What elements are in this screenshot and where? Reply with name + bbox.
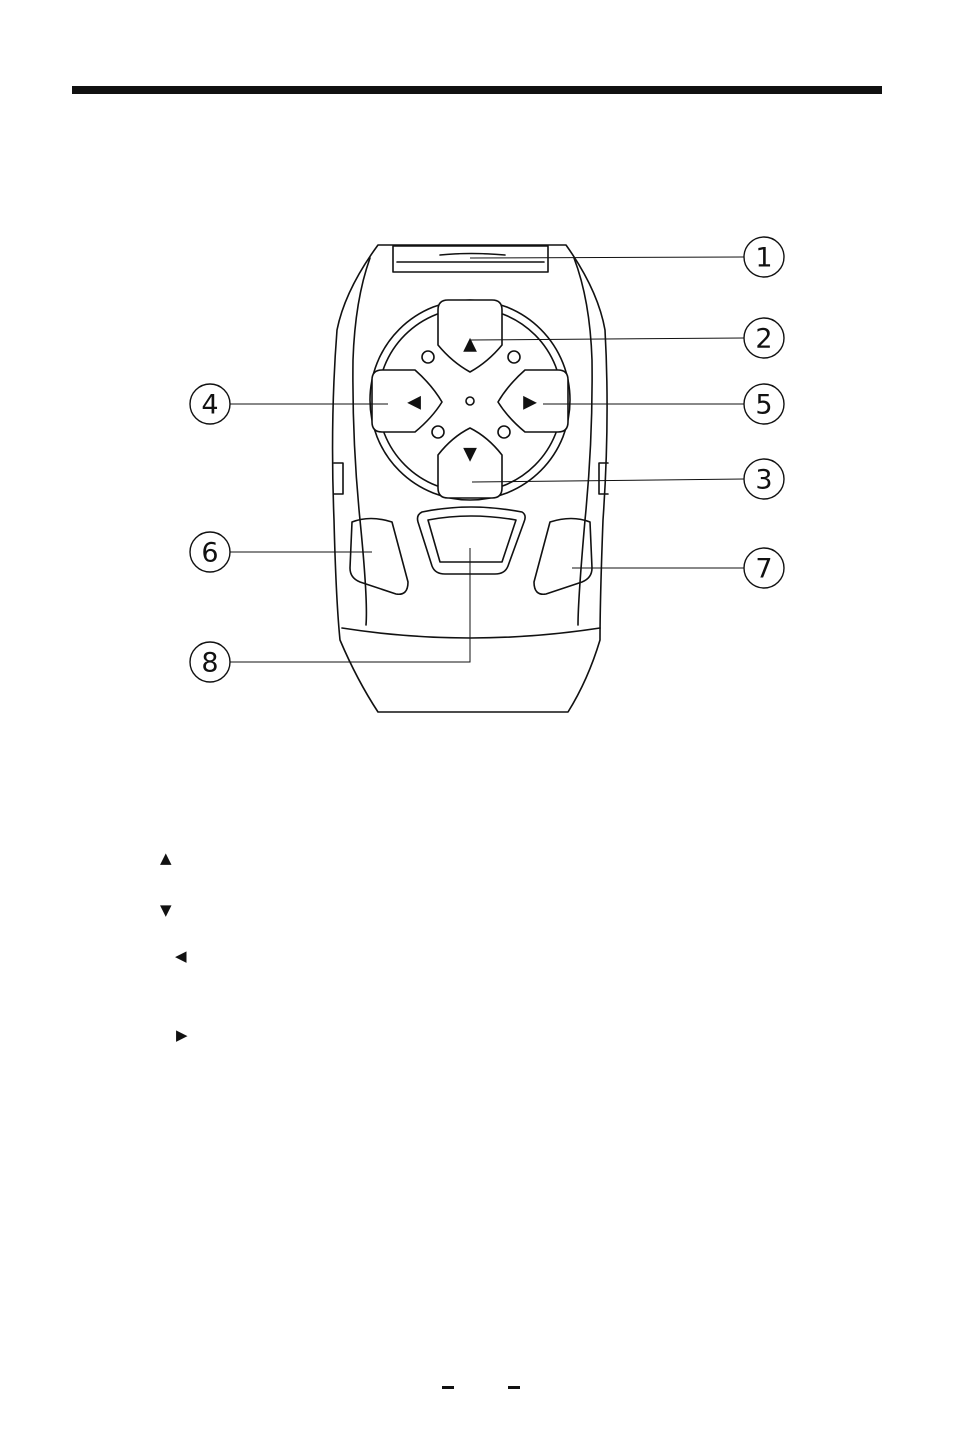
callout-5-label: 5 bbox=[755, 389, 773, 421]
top-clip bbox=[393, 246, 548, 272]
callout-6-label: 6 bbox=[201, 537, 219, 569]
footer-dash-left bbox=[442, 1386, 454, 1389]
callout-1-label: 1 bbox=[755, 242, 773, 274]
footer-dash-right bbox=[508, 1386, 520, 1389]
callout-4-label: 4 bbox=[201, 389, 219, 421]
legend-down-icon: ▼ bbox=[160, 901, 172, 919]
up-arrow-icon: ▲ bbox=[463, 333, 477, 355]
center-dot bbox=[466, 397, 474, 405]
legend-left-icon: ◀ bbox=[175, 947, 187, 965]
led-top-left bbox=[422, 351, 434, 363]
led-top-right bbox=[508, 351, 520, 363]
down-arrow-icon: ▼ bbox=[463, 443, 477, 465]
legend-up-icon: ▲ bbox=[160, 849, 172, 867]
led-bottom-right bbox=[498, 426, 510, 438]
callout-8-label: 8 bbox=[201, 647, 219, 679]
right-lower-button[interactable] bbox=[534, 519, 592, 595]
callout-2-label: 2 bbox=[755, 323, 773, 355]
right-arrow-icon: ▶ bbox=[523, 391, 537, 413]
left-lower-button[interactable] bbox=[350, 519, 408, 595]
callout-3-label: 3 bbox=[755, 464, 773, 496]
callout-7-label: 7 bbox=[755, 553, 773, 585]
left-arrow-icon: ◀ bbox=[407, 391, 421, 413]
legend-right-icon: ▶ bbox=[176, 1026, 188, 1044]
led-bottom-left bbox=[432, 426, 444, 438]
